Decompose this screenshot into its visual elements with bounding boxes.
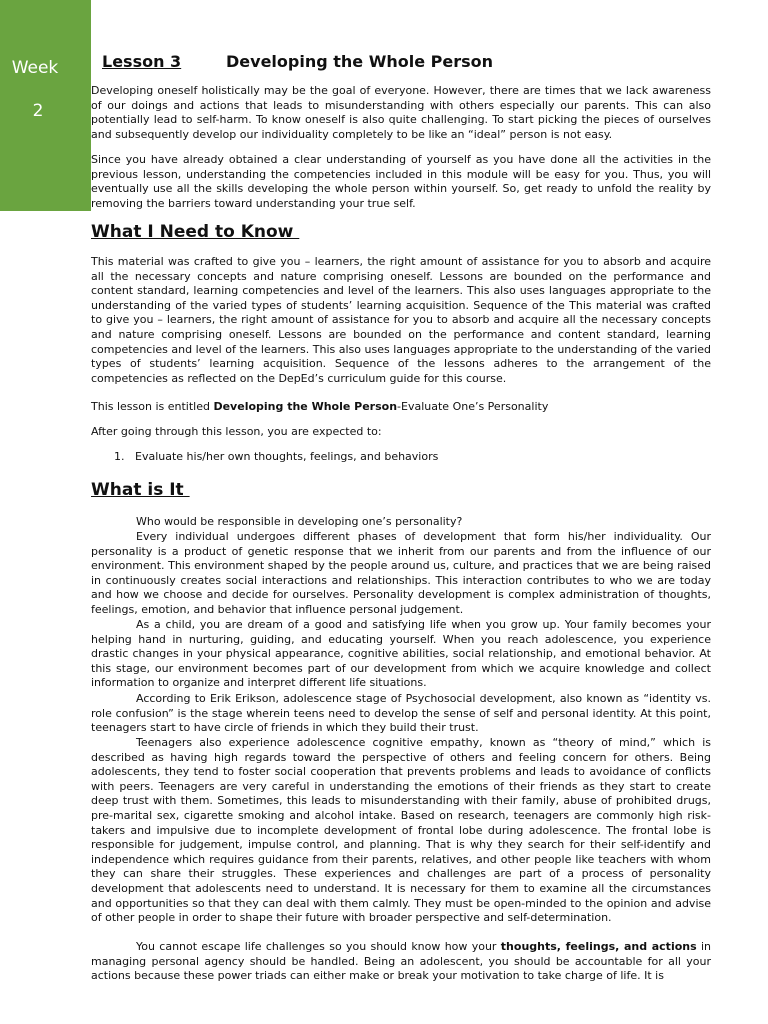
objective-item [114, 450, 438, 463]
entitled-suffix: -Evaluate One’s Personality [397, 400, 549, 413]
week-label: Week [11, 58, 59, 78]
what-is-it-paragraph-4: Teenagers also experience adolescence cognitive empathy, known as “theory of mind,” which is described as having high regards toward the perspective of others and feeling concern for others. Being adolescents, they tend to foster social cooperation that prevents problems and leads to avoidance of conflicts with peers. Teenagers are very careful in understanding the emotions of their friends as they start to create deep trust with them. Sometimes, this leads to misunderstanding with their family, abuse of prohibited drugs, pre-marital sex, cigarette smoking and alcohol intake. Based on research, teenagers are commonly high risk-takers and impulsive due to incomplete development of frontal lobe during adolescence. The frontal lobe is responsible for judgement, impulse control, and planning. That is why they search for their self-identify and independence which requires guidance from their parents, relatives, and other people like teachers with whom they can share their struggles. These experiences and challenges are part of a process of personality development that adolescents need to understand. It is necessary for them to examine all the circumstances and opportunities so that they can deal with them calmly. They must be open-minded to the opinion and advise of other people in order to shape their future with broader perspective and self-determination. [91, 736, 711, 925]
entitled-title: Developing the Whole Person [213, 400, 398, 413]
expected-line: After going through this lesson, you are expected to: [91, 425, 382, 438]
week-number: 2 [32, 101, 44, 121]
lesson-heading [102, 52, 494, 71]
lesson-entitled-line [91, 400, 711, 415]
week-tab [0, 0, 91, 211]
section-heading-what-is-it: What is It [91, 480, 190, 500]
intro-paragraph-1: Developing oneself holistically may be the goal of everyone. However, there are times that we lack awareness of our doings and actions that leads to misunderstanding with others especially our parents. This can also potentially lead to self-harm. To know oneself is also quite challenging. To start picking the pieces of ourselves and subsequently develop our individuality completely to be like an “ideal” person is not easy. [91, 84, 711, 141]
entitled-prefix: This lesson is entitled [91, 400, 214, 413]
what-is-it-paragraph-2: As a child, you are dream of a good and satisfying life when you grow up. Your family becomes your helping hand in nurturing, guiding, and educating yourself. When you reach adolescence, you experience drastic changes in your physical appearance, cognitive abilities, social relationship, and emotional behavior. At this stage, our environment becomes part of our development from which we acquire knowledge and collect information to organize and interpret different life situations. [91, 618, 711, 690]
what-is-it-paragraph-3: According to Erik Erikson, adolescence stage of Psychosocial development, also known as “identity vs. role confusion” is the stage wherein teens need to develop the sense of self and personal identity. At this point, teenagers start to have circle of friends in which they build their trust. [91, 692, 711, 735]
paragraph-5-prefix: You cannot escape life challenges so you should know how your [136, 940, 501, 953]
objective-number: 1. [114, 450, 125, 463]
what-is-it-paragraph-5 [91, 940, 711, 984]
lesson-number: Lesson 3 [102, 52, 182, 71]
what-is-it-paragraph-1: Every individual undergoes different phases of development that form his/her individuality. Our personality is a product of genetic response that we inherit from our parents and from the influence of our environment. This environment shaped by the people around us, culture, and practices that we are being raised in continuously creates social interactions and relationships. This interaction contributes to who we are today and how we choose and decide for ourselves. Personality development is complex administration of thoughts, feelings, emotion, and behavior that influence personal judgement. [91, 530, 711, 616]
lesson-title: Developing the Whole Person [226, 52, 494, 71]
paragraph-5-suffix: in managing personal agency should be handled. Being an adolescent, you should be accountable for all your actions because these power triads can either make or break your motivation to take charge of life. It is [91, 940, 712, 983]
intro-paragraph-2: Since you have already obtained a clear understanding of yourself as you have done all the activities in the previous lesson, understanding the competencies included in this module will be easy for you. Thus, you will eventually use all the skills developing the whole person within yourself. So, get ready to unfold the reality by removing the barriers toward understanding your true self. [91, 153, 711, 210]
need-to-know-paragraph: This material was crafted to give you – learners, the right amount of assistance for you to absorb and acquire all the necessary concepts and nature comprising oneself. Lessons are bounded on the performance and content standard, learning competencies and level of the learners. This also uses languages appropriate to the understanding of the varied types of students’ learning acquisition. Sequence of the This material was crafted to give you – learners, the right amount of assistance for you to absorb and acquire all the necessary concepts and nature comprising oneself. Lessons are bounded on the performance and content standard, learning competencies and level of the learners. This also uses languages appropriate to the understanding of the varied types of students’ learning acquisition. Sequence of the lessons adheres to the arrangement of the competencies as reflected on the DepEd’s curriculum guide for this course. [91, 255, 712, 385]
guiding-question: Who would be responsible in developing one’s personality? [136, 515, 463, 528]
objective-text: Evaluate his/her own thoughts, feelings, and behaviors [135, 450, 439, 463]
paragraph-5-bold: thoughts, feelings, and actions [500, 940, 697, 953]
section-heading-need-to-know: What I Need to Know [91, 222, 300, 242]
